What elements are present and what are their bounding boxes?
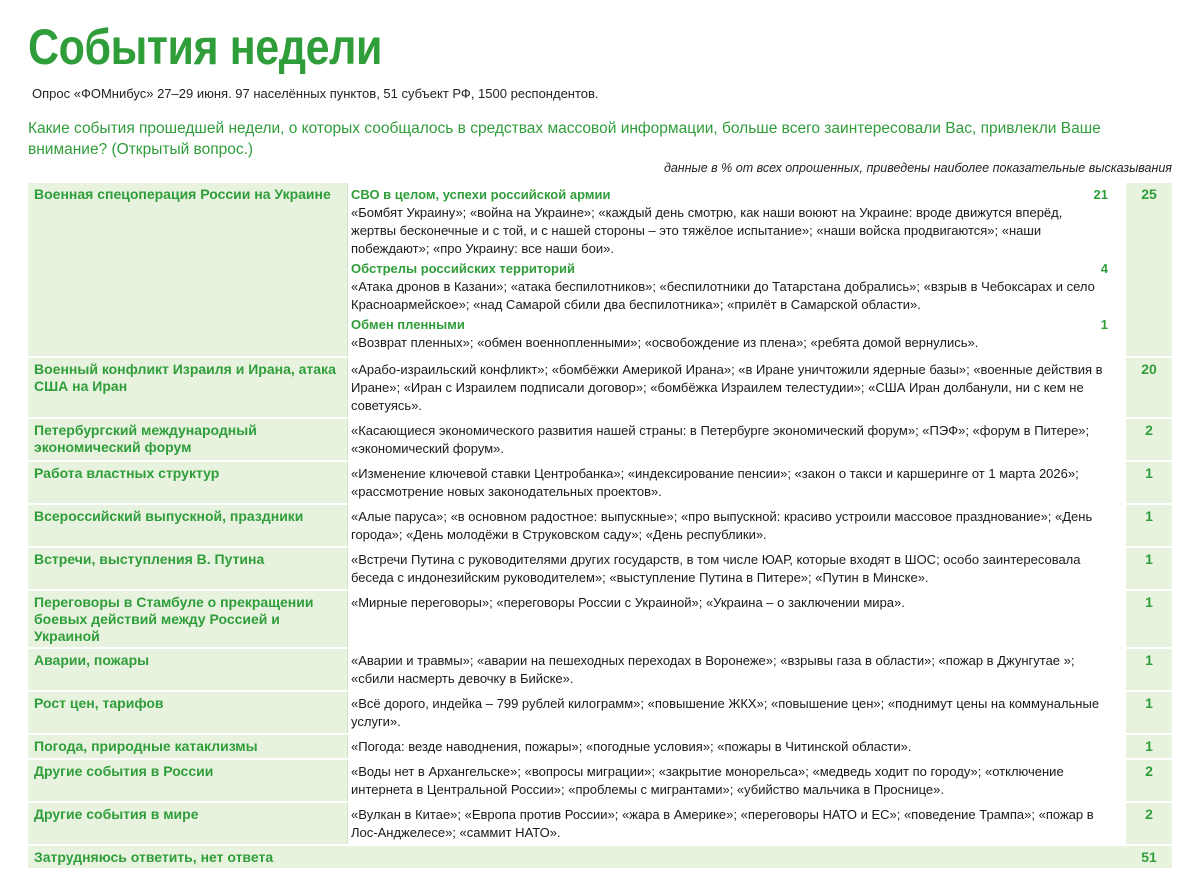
quotes-cell: «Всё дорого, индейка – 799 рублей килограмм»; «повышение ЖКХ»; «повышение цен»; «поднимут цены на коммунальные услуги». — [347, 692, 1126, 733]
subcategory-quotes: «Бомбят Украину»; «война на Украине»; «каждый день смотрю, как наши воюют на Украине: вроде движутся вперёд, жертвы бесконечные и с той, и с нашей стороны – это тяжёлое испытание»; «наши войска продвигаются»; «наши побеждают»; «про Украину: все наши бои». — [351, 205, 1063, 256]
category-value: 51 — [1126, 846, 1172, 868]
table-row — [28, 735, 1172, 760]
subcategory-header — [351, 260, 1108, 278]
table-row — [28, 649, 1172, 692]
subcategory-quotes: «Возврат пленных»; «обмен военнопленными»; «освобождение из плена»; «ребята домой вернулись». — [351, 335, 979, 350]
category-value: 1 — [1126, 735, 1172, 758]
quotes-cell: «Аварии и травмы»; «аварии на пешеходных переходах в Воронеже»; «взрывы газа в области»; «пожар в Джунгутае »; «сбили насмерть девочку в Бийске». — [347, 649, 1126, 690]
quotes-cell: «Касающиеся экономического развития нашей страны: в Петербурге экономический форум»; «ПЭФ»; «форум в Питере»; «экономический форум». — [347, 419, 1126, 460]
survey-question: Какие события прошедшей недели, о которых сообщалось в средствах массовой информации, больше всего заинтересовали Вас, привлекли Ваше внимание? (Открытый вопрос.) — [28, 120, 1101, 158]
table-row — [28, 760, 1172, 803]
quotes-cell: «Арабо-израильский конфликт»; «бомбёжки Америкой Ирана»; «в Иране уничтожили ядерные базы»; «военные действия в Иране»; «Иран с Израилем подписали договор»; «бомбёжка Израилем телестудии»; «США Иран долбанули, ни с кем не советуясь». — [347, 358, 1126, 417]
table-row — [28, 692, 1172, 735]
category-value: 1 — [1126, 548, 1172, 589]
subcategory-title: СВО в целом, успехи российской армии — [351, 187, 611, 202]
subcategory-title: Обстрелы российских территорий — [351, 261, 575, 276]
category-label: Затрудняюсь ответить, нет ответа — [28, 846, 1126, 868]
quotes-cell: «Вулкан в Китае»; «Европа против России»; «жара в Америке»; «переговоры НАТО и ЕС»; «поведение Трампа»; «пожар в Лос-Анджелесе»; «саммит НАТО». — [347, 803, 1126, 844]
table-row — [28, 358, 1172, 419]
quotes-cell: «Изменение ключевой ставки Центробанка»; «индексирование пенсии»; «закон о такси и каршеринге от 1 марта 2026»; «рассмотрение новых законодательных проектов». — [347, 462, 1126, 503]
table-row — [28, 548, 1172, 591]
category-label: Работа властных структур — [28, 462, 347, 503]
category-value: 20 — [1126, 358, 1172, 417]
quotes-cell: «Алые паруса»; «в основном радостное: выпускные»; «про выпускной: красиво устроили массовое празднование»; «День города»; «День молодёжи в Струковском саду»; «День республики». — [347, 505, 1126, 546]
category-label: Аварии, пожары — [28, 649, 347, 690]
category-value: 1 — [1126, 591, 1172, 647]
category-label: Другие события в мире — [28, 803, 347, 844]
details-cell — [347, 183, 1126, 356]
category-value: 1 — [1126, 505, 1172, 546]
category-label: Переговоры в Стамбуле о прекращении боевых действий между Россией и Украиной — [28, 591, 347, 647]
quotes-cell: «Мирные переговоры»; «переговоры России с Украиной»; «Украина – о заключении мира». — [347, 591, 1126, 647]
page-title: События недели — [28, 19, 382, 75]
subcategory-header — [351, 186, 1108, 204]
category-label: Военный конфликт Израиля и Ирана, атака США на Иран — [28, 358, 347, 417]
quotes-cell: «Встречи Путина с руководителями других государств, в том числе ЮАР, которые входят в ШОС; особо заинтересовала беседа с индонезийским руководителем»; «выступление Путина в Питере»; «Путин в Минске». — [347, 548, 1126, 589]
category-value: 2 — [1126, 760, 1172, 801]
subcategory-quotes: «Атака дронов в Казани»; «атака беспилотников»; «беспилотники до Татарстана добрались»; «взрыв в Чебоксарах и село Красноармейское»; «над Самарой сбили два беспилотника»; «прилёт в Самарской области». — [351, 279, 1095, 312]
category-value: 1 — [1126, 649, 1172, 690]
subcategory-value: 4 — [1100, 261, 1108, 276]
data-note: данные в % от всех опрошенных, приведены наиболее показательные высказывания — [663, 161, 1172, 175]
table-row — [28, 591, 1172, 649]
category-label: Другие события в России — [28, 760, 347, 801]
table-row — [28, 505, 1172, 548]
category-value: 2 — [1126, 419, 1172, 460]
category-label: Петербургский международный экономический форум — [28, 419, 347, 460]
category-label: Всероссийский выпускной, праздники — [28, 505, 347, 546]
category-value: 25 — [1126, 183, 1172, 356]
quotes-cell: «Воды нет в Архангельске»; «вопросы миграции»; «закрытие монорельса»; «медведь ходит по городу»; «отключение интернета в Центральной России»; «проблемы с мигрантами»; «убийство мальчика в Проснице». — [347, 760, 1126, 801]
category-label: Погода, природные катаклизмы — [28, 735, 347, 758]
subcategory-header — [351, 316, 1108, 334]
quotes-cell: «Погода: везде наводнения, пожары»; «погодные условия»; «пожары в Читинской области». — [347, 735, 1126, 758]
subcategory-title: Обмен пленными — [351, 317, 465, 332]
table-row — [28, 846, 1172, 870]
results-table — [28, 183, 1172, 870]
category-value: 1 — [1126, 462, 1172, 503]
category-value: 2 — [1126, 803, 1172, 844]
category-label: Военная спецоперация России на Украине — [28, 183, 347, 356]
subcategory-value: 21 — [1093, 187, 1108, 202]
table-row — [28, 183, 1172, 358]
table-row — [28, 803, 1172, 846]
category-label: Рост цен, тарифов — [28, 692, 347, 733]
survey-info: Опрос «ФОМнибус» 27–29 июня. 97 населённых пунктов, 51 субъект РФ, 1500 респондентов. — [32, 86, 599, 101]
subcategory-value: 1 — [1100, 317, 1108, 332]
category-label: Встречи, выступления В. Путина — [28, 548, 347, 589]
table-row — [28, 462, 1172, 505]
table-row — [28, 419, 1172, 462]
category-value: 1 — [1126, 692, 1172, 733]
